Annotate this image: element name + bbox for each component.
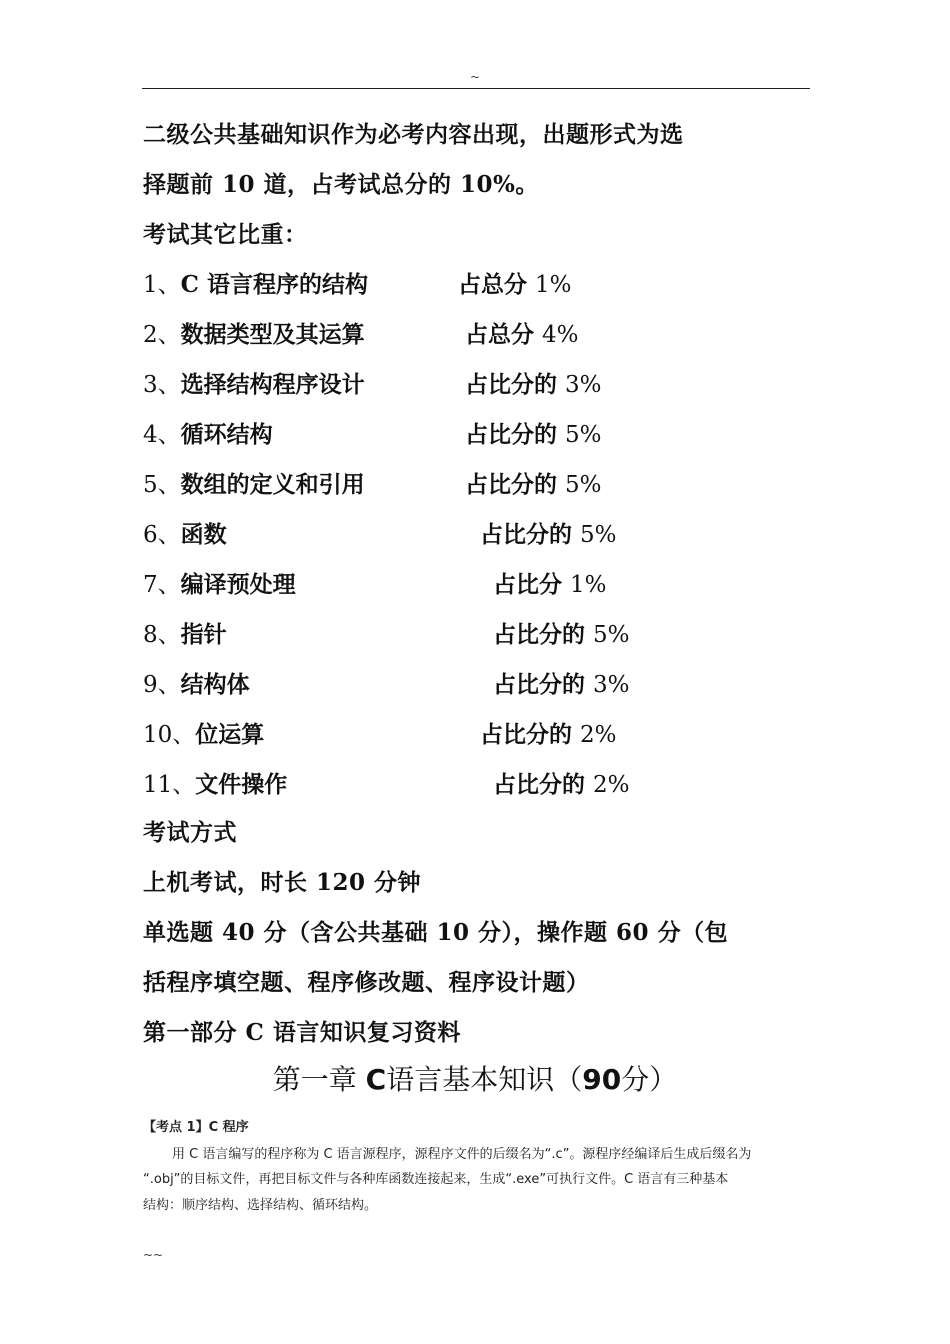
weight-label: 占比分的 — [465, 371, 566, 398]
exam-scoring-2: 括程序填空题、程序修改题、程序设计题） — [143, 969, 590, 996]
weight-num: 2、 — [143, 322, 181, 348]
weight-item — [143, 516, 227, 549]
weight-name: 位运算 — [195, 721, 265, 748]
weight-name: 结构体 — [180, 671, 250, 698]
weight-share — [465, 466, 602, 499]
weight-label: 占比分的 — [480, 721, 581, 748]
weight-item — [143, 266, 368, 299]
weight-value: 3% — [593, 672, 630, 698]
keypoint-line-3: 结构：顺序结构、选择结构、循环结构。 — [143, 1198, 378, 1213]
weight-value: 5% — [565, 422, 602, 448]
weight-item — [143, 716, 264, 749]
intro-line-3: 考试其它比重： — [143, 221, 308, 248]
weight-num: 6、 — [143, 522, 181, 548]
weight-num: 10、 — [143, 722, 196, 748]
weight-share — [480, 516, 617, 549]
weight-item — [143, 566, 296, 599]
weight-value: 2% — [580, 722, 617, 748]
weight-item — [143, 766, 287, 799]
weight-name: 循环结构 — [180, 421, 273, 448]
chapter-c: C — [365, 1063, 387, 1096]
weight-share — [493, 616, 630, 649]
weight-share — [465, 366, 602, 399]
header-rule — [142, 88, 810, 89]
weight-item — [143, 466, 365, 499]
weight-share — [493, 666, 630, 699]
chapter-mid: 语言基本知识（ — [386, 1063, 583, 1096]
exam-heading: 考试方式 — [143, 819, 237, 846]
weight-label: 占比分的 — [465, 471, 566, 498]
exam-duration: 上机考试，时长 120 分钟 — [143, 869, 422, 896]
weight-label: 占比分的 — [493, 621, 594, 648]
weight-name: 文件操作 — [195, 771, 288, 798]
weight-label: 占比分的 — [493, 771, 594, 798]
chapter-prefix: 第一章 — [272, 1063, 366, 1096]
weight-label: 占总分 — [465, 321, 543, 348]
weight-share — [465, 416, 602, 449]
weight-value: 5% — [593, 622, 630, 648]
weight-name: C 语言程序的结构 — [180, 271, 368, 298]
weight-item — [143, 416, 273, 449]
header-mark: ~ — [469, 70, 481, 84]
weight-share — [493, 766, 630, 799]
weight-share — [458, 266, 572, 299]
chapter-title — [0, 1058, 950, 1098]
weight-item — [143, 366, 365, 399]
weight-name: 选择结构程序设计 — [180, 371, 365, 398]
weight-share — [465, 316, 579, 349]
weight-name: 数据类型及其运算 — [180, 321, 365, 348]
weight-name: 数组的定义和引用 — [180, 471, 365, 498]
chapter-score: 90 — [582, 1063, 622, 1096]
weight-label: 占比分的 — [480, 521, 581, 548]
weight-num: 7、 — [143, 572, 181, 598]
weight-num: 8、 — [143, 622, 181, 648]
weight-item — [143, 666, 250, 699]
weight-name: 编译预处理 — [180, 571, 296, 598]
chapter-suffix: 分） — [621, 1063, 678, 1096]
footer-mark: ~~ — [143, 1248, 164, 1262]
keypoint-title: 【考点 1】C 程序 — [143, 1120, 249, 1135]
keypoint-line-1: 用 C 语言编写的程序称为 C 语言源程序，源程序文件的后缀名为“.c”。源程序经编译后生成后缀名为 — [172, 1147, 752, 1162]
intro-line-2: 择题前 10 道，占考试总分的 10%。 — [143, 171, 539, 198]
weight-num: 4、 — [143, 422, 181, 448]
weight-item — [143, 616, 227, 649]
weight-num: 5、 — [143, 472, 181, 498]
weight-name: 函数 — [180, 521, 227, 548]
weight-label: 占总分 — [458, 271, 536, 298]
weight-label: 占比分 — [493, 571, 571, 598]
part-title: 第一部分 C 语言知识复习资料 — [143, 1019, 461, 1046]
weight-num: 1、 — [143, 272, 181, 298]
keypoint-line-2: “.obj”的目标文件，再把目标文件与各种库函数连接起来，生成“.exe”可执行文件。C 语言有三种基本 — [143, 1172, 729, 1187]
intro-line-1: 二级公共基础知识作为必考内容出现，出题形式为选 — [143, 121, 684, 148]
weight-label: 占比分的 — [493, 671, 594, 698]
weight-num: 3、 — [143, 372, 181, 398]
weight-value: 1% — [535, 272, 572, 298]
weight-value: 5% — [565, 472, 602, 498]
weight-share — [480, 716, 617, 749]
weight-name: 指针 — [180, 621, 227, 648]
exam-scoring-1: 单选题 40 分（含公共基础 10 分），操作题 60 分（包 — [143, 919, 729, 946]
weight-value: 5% — [580, 522, 617, 548]
weight-value: 3% — [565, 372, 602, 398]
weight-num: 11、 — [143, 772, 196, 798]
weight-value: 2% — [593, 772, 630, 798]
weight-num: 9、 — [143, 672, 181, 698]
weight-item — [143, 316, 365, 349]
weight-share — [493, 566, 607, 599]
weight-value: 4% — [542, 322, 579, 348]
weight-value: 1% — [570, 572, 607, 598]
weight-label: 占比分的 — [465, 421, 566, 448]
